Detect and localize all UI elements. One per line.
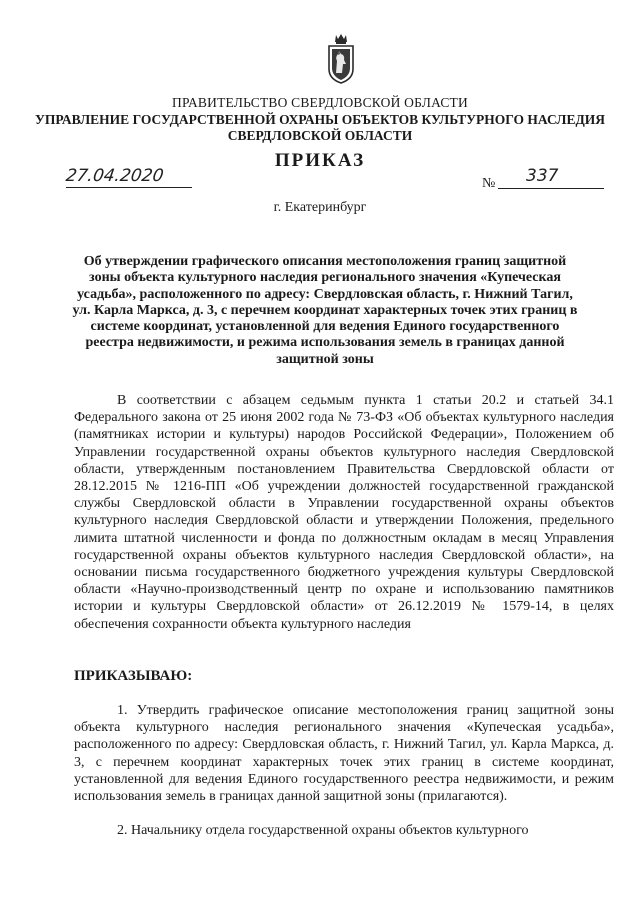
document-date: 27.04.2020 bbox=[64, 166, 165, 186]
government-name: ПРАВИТЕЛЬСТВО СВЕРДЛОВСКОЙ ОБЛАСТИ bbox=[172, 95, 468, 110]
order-word: ПРИКАЗЫВАЮ: bbox=[74, 668, 193, 684]
preamble-paragraph: В соответствии с абзацем седьмым пункта 1 статьи 20.2 и статьей 34.1 Федерального закона от 25 июня 2002 года № 73-ФЗ «Об объектах культурного наследия (памятниках истории и культуры) народов Российской Федерации», Положением об Управлении государственной охраны объектов культурного наследия Свердловской области, утвержденным постановлением Правительства Свердловской области от 28.12.2015 № 1216-ПП «Об учреждении должностей государственной гражданской службы Свердловской области в Управлении государственной охраны объектов культурного наследия Свердловской области и утверждении Положения, предельного лимита штатной численности и фонда по должностным окладам в месяц Управления государственной охраны объектов культурного наследия Свердловской области», на основании письма государственного бюджетного учреждения культуры Свердловской области «Научно-производственный центр по охране и использованию памятников истории и культуры Свердловской области» от 26.12.2019 № 1579-14, в целях обеспечения сохранности объекта культурного наследия bbox=[74, 393, 614, 632]
document-type: ПРИКАЗ bbox=[274, 150, 366, 171]
document-title: Об утверждении графического описания местоположения границ защитной зоны объекта культурного наследия регионального значения «Купеческая усадьба», расположенного по адресу: Свердловская область, г. Нижний Тагил, ул. Карла Маркса, д. 3, с перечнем координат характерных точек этих границ в системе координат, установленной для ведения Единого государственного реестра недвижимости, и режима использования земель в границах данной защитной зоны bbox=[72, 254, 578, 367]
document-number: 337 bbox=[526, 166, 559, 186]
department-name: УПРАВЛЕНИЕ ГОСУДАРСТВЕННОЙ ОХРАНЫ ОБЪЕКТОВ КУЛЬТУРНОГО НАСЛЕДИЯ СВЕРДЛОВСКОЙ ОБЛАСТИ bbox=[34, 112, 606, 143]
number-underline bbox=[498, 188, 604, 189]
coat-of-arms-emblem bbox=[327, 33, 355, 85]
item-2-paragraph: 2. Начальнику отдела государственной охраны объектов культурного bbox=[117, 823, 529, 838]
date-underline bbox=[66, 187, 192, 188]
number-label: № bbox=[482, 176, 496, 191]
item-1-paragraph: 1. Утвердить графическое описание местоположения границ защитной зоны объекта культурного наследия регионального значения «Купеческая усадьба», расположенного по адресу: Свердловская область, г. Нижний Тагил, ул. Карла Маркса, д. 3, с перечнем координат характерных точек этих границ в системе координат, установленной для ведения Единого государственного реестра недвижимости, и режим использования земель в границах данной защитной зоны (прилагаются). bbox=[74, 703, 614, 805]
city: г. Екатеринбург bbox=[273, 200, 367, 215]
